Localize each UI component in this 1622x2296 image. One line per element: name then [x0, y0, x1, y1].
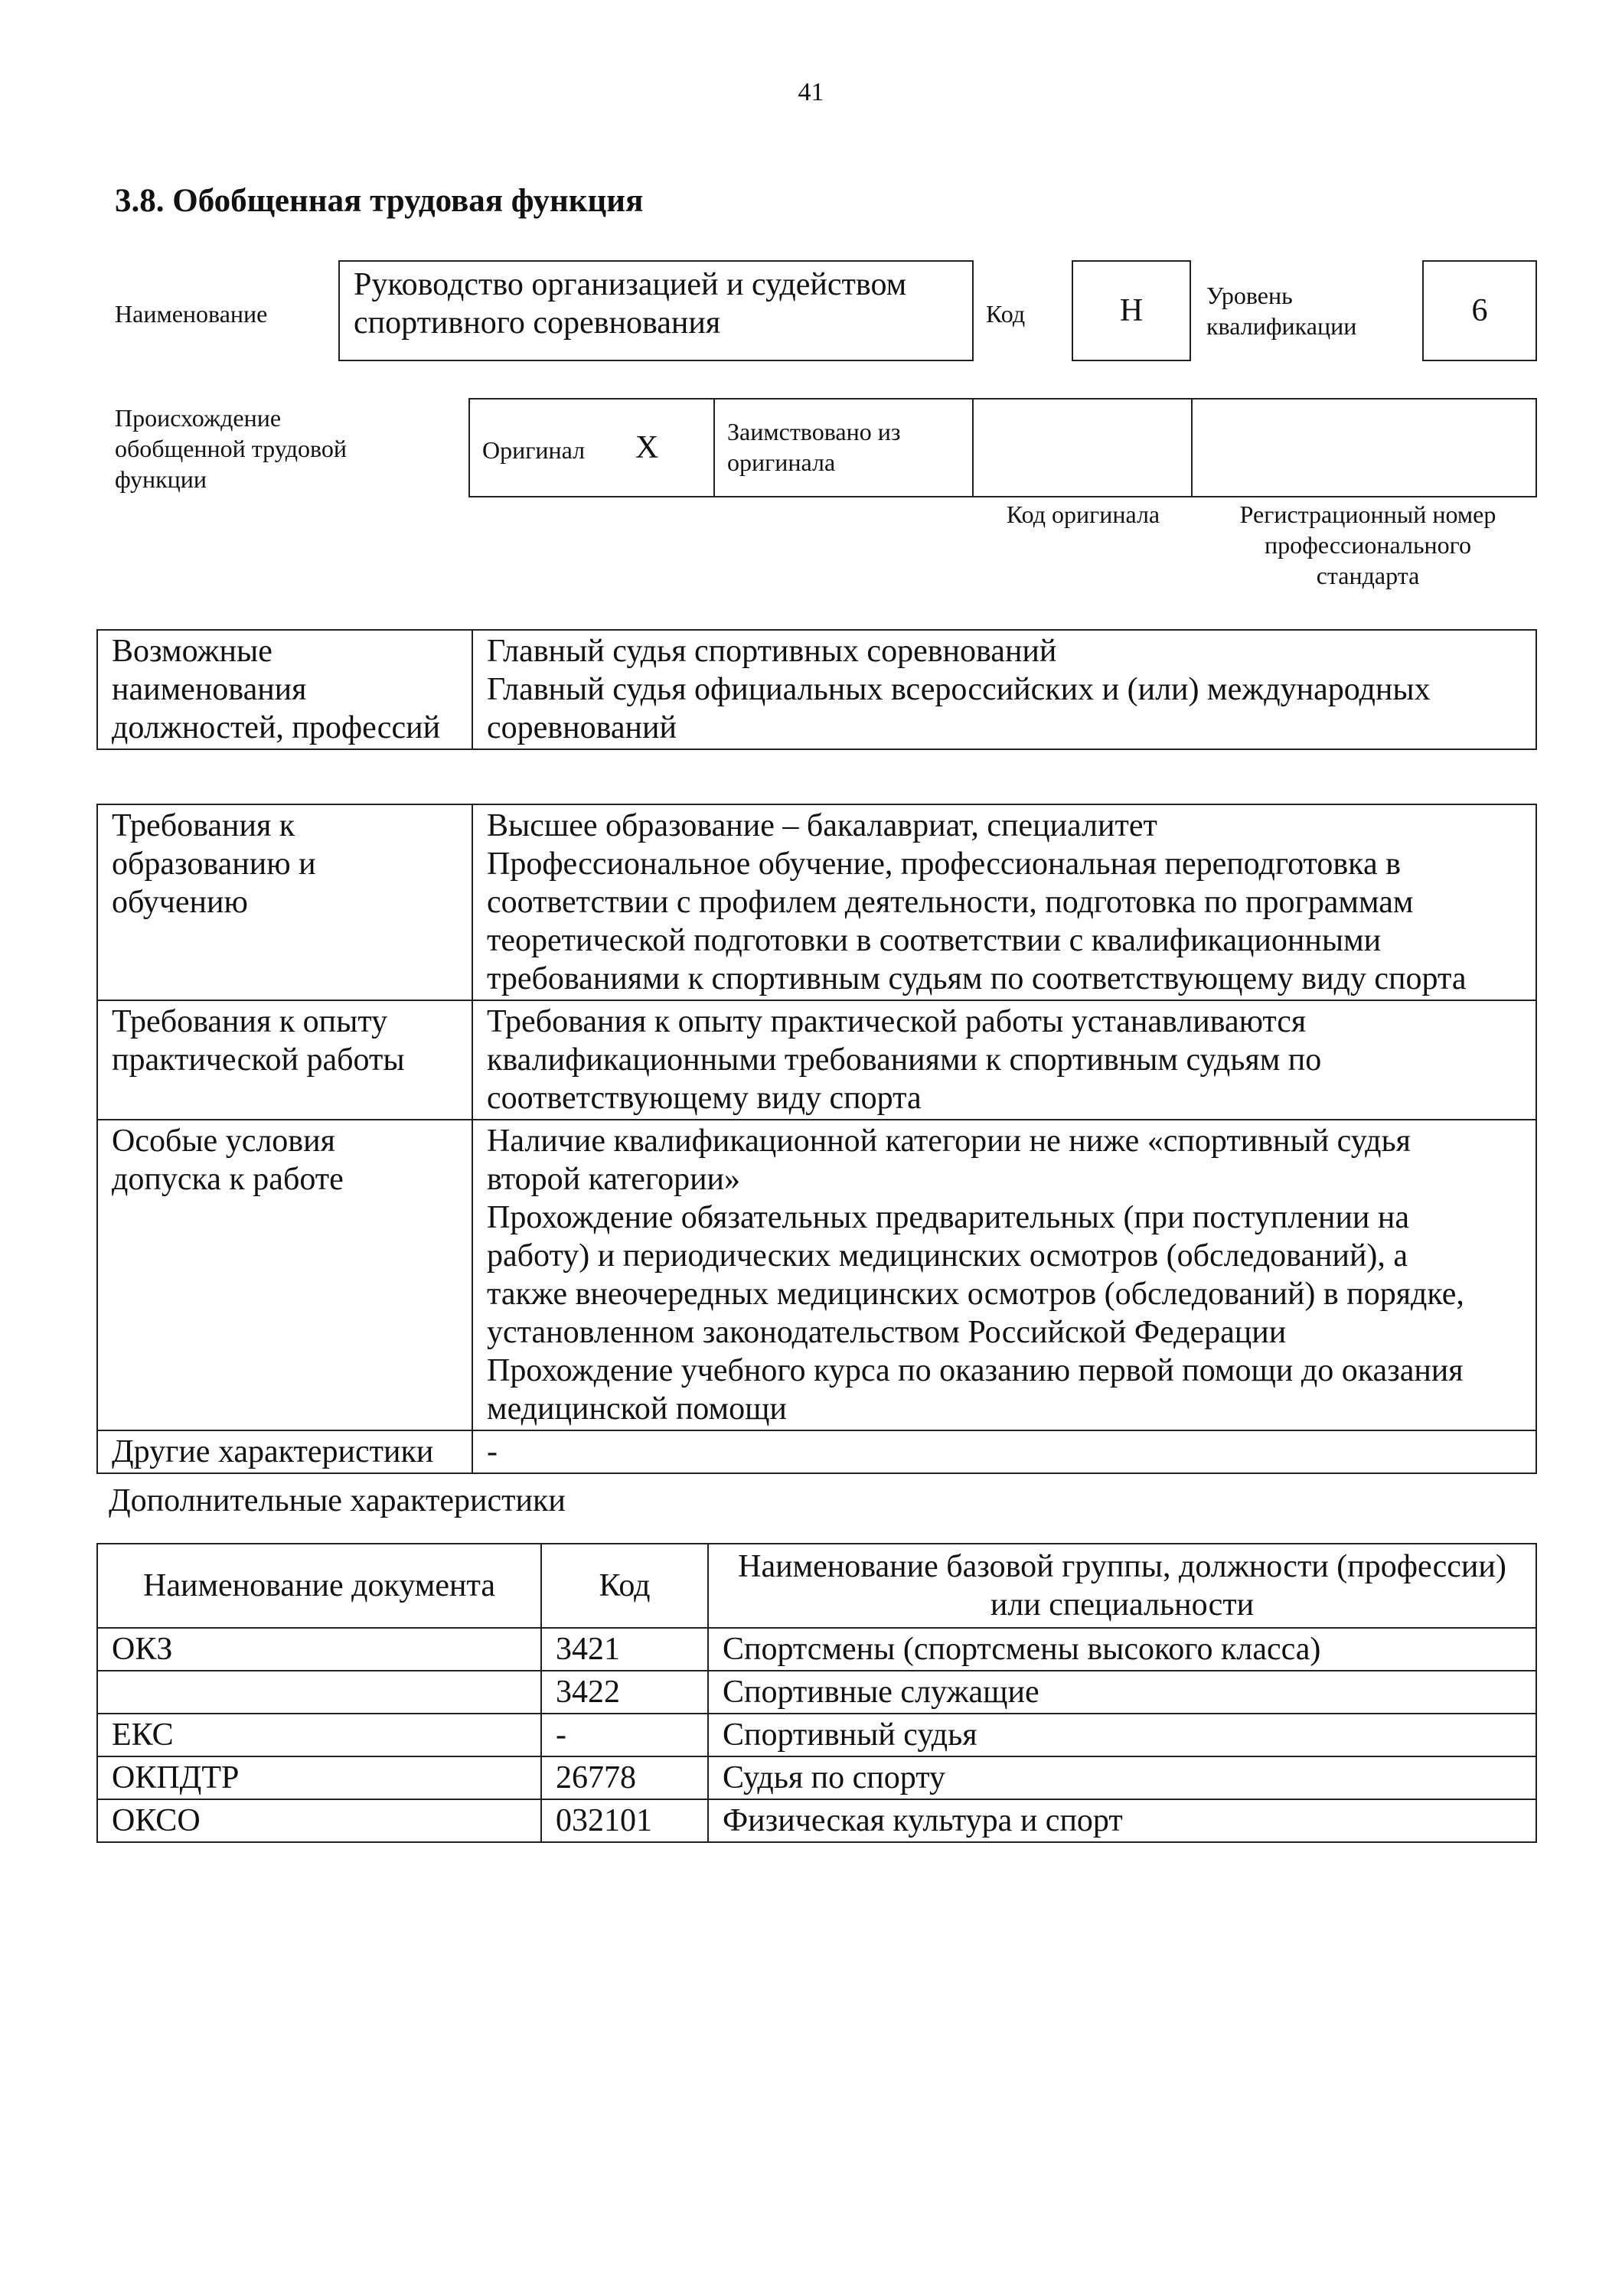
code-cell: 032101 — [541, 1799, 708, 1842]
special-conditions-value-line: Прохождение учебного курса по оказанию первой помощи до оказания — [487, 1353, 1464, 1388]
experience-value-line: соответствующему виду спорта — [487, 1081, 922, 1116]
table-row — [97, 1714, 1536, 1756]
education-values — [472, 804, 1536, 1000]
level-label-line: Уровень — [1206, 282, 1293, 309]
section-title: 3.8. Обобщенная трудовая функция — [115, 183, 644, 219]
positions-table — [96, 629, 1537, 750]
header-group: Наименование базовой группы, должности (профессии) или специальности — [708, 1544, 1536, 1628]
level-value: 6 — [1471, 293, 1488, 328]
education-value-line: Высшее образование – бакалавриат, специалитет — [487, 808, 1157, 843]
special-conditions-label-line: Особые условия — [112, 1124, 335, 1159]
origin-label-line: функции — [115, 465, 207, 493]
reg-number-caption-line: Регистрационный номер — [1239, 501, 1496, 528]
level-label-line: квалификации — [1206, 312, 1357, 340]
group-cell: Физическая культура и спорт — [708, 1799, 1536, 1842]
borrowed-label-line: оригинала — [727, 448, 836, 476]
special-conditions-label-line: допуска к работе — [112, 1162, 344, 1197]
origin-divider — [972, 398, 974, 497]
doc-cell — [97, 1671, 541, 1714]
level-label — [1206, 280, 1356, 341]
name-value-box — [338, 260, 974, 361]
experience-label-line: практической работы — [112, 1042, 405, 1078]
group-cell: Судья по спорту — [708, 1756, 1536, 1799]
positions-value-line: Главный судья официальных всероссийских и (или) международных — [487, 672, 1431, 707]
special-conditions-values — [472, 1120, 1536, 1430]
experience-values — [472, 1000, 1536, 1120]
education-value-line: теоретической подготовки в соответствии с квалификационными — [487, 923, 1382, 958]
table-row — [97, 630, 1536, 749]
education-value-line: требованиями к спортивным судьям по соответствующему виду спорта — [487, 961, 1467, 996]
reg-number-caption-line: профессионального — [1264, 531, 1471, 559]
education-value-line: Профессиональное обучение, профессиональная переподготовка в — [487, 846, 1401, 882]
name-value-line: Руководство организацией и судейством — [354, 267, 907, 302]
header-code: Код — [541, 1544, 708, 1628]
special-conditions-value-line: медицинской помощи — [487, 1391, 787, 1427]
level-value-box — [1422, 260, 1537, 361]
code-value-box — [1072, 260, 1191, 361]
other-characteristics-label: Другие характеристики — [97, 1430, 472, 1473]
reg-number-caption — [1199, 499, 1537, 591]
positions-value-line: Главный судья спортивных соревнований — [487, 634, 1057, 669]
table-row — [97, 1120, 1536, 1430]
special-conditions-value-line: Прохождение обязательных предварительных (при поступлении на — [487, 1200, 1410, 1235]
code-cell: 3421 — [541, 1628, 708, 1671]
positions-values — [472, 630, 1536, 749]
original-code-caption: Код оригинала — [1006, 501, 1160, 528]
positions-label — [97, 630, 472, 749]
experience-label-line: Требования к опыту — [112, 1004, 388, 1039]
special-conditions-value-line: также внеочередных медицинских осмотров (обследований) в порядке, — [487, 1277, 1464, 1312]
doc-cell: ОКЗ — [97, 1628, 541, 1671]
positions-label-line: наименования — [112, 672, 307, 707]
name-value-line: спортивного соревнования — [354, 305, 721, 341]
education-label-line: Требования к — [112, 808, 295, 843]
additional-title: Дополнительные характеристики — [109, 1483, 566, 1518]
borrowed-label-line: Заимствовано из — [727, 418, 901, 445]
additional-table — [96, 1543, 1537, 1843]
table-header-row — [97, 1544, 1536, 1628]
positions-label-line: должностей, профессий — [112, 710, 441, 745]
doc-cell: ЕКС — [97, 1714, 541, 1756]
original-label: Оригинал — [482, 436, 586, 464]
header-document: Наименование документа — [97, 1544, 541, 1628]
education-value-line: соответствии с профилем деятельности, подготовка по программам — [487, 885, 1414, 920]
origin-divider — [1191, 398, 1193, 497]
experience-value-line: квалификационными требованиями к спортивным судьям по — [487, 1042, 1322, 1078]
origin-divider — [713, 398, 715, 497]
origin-box — [468, 398, 1537, 497]
borrowed-label — [727, 416, 900, 478]
other-characteristics-value: - — [472, 1430, 1536, 1473]
special-conditions-label — [97, 1120, 472, 1430]
table-row — [97, 1430, 1536, 1473]
code-label: Код — [986, 300, 1026, 328]
origin-label — [115, 403, 347, 494]
origin-label-line: обобщенной трудовой — [115, 435, 348, 462]
code-cell: 26778 — [541, 1756, 708, 1799]
positions-value-line: соревнований — [487, 710, 677, 745]
education-label-line: обучению — [112, 885, 248, 920]
doc-cell: ОКСО — [97, 1799, 541, 1842]
code-cell: 3422 — [541, 1671, 708, 1714]
experience-value-line: Требования к опыту практической работы устанавливаются — [487, 1004, 1307, 1039]
special-conditions-value-line: установленном законодательством Российской Федерации — [487, 1315, 1287, 1350]
table-row — [97, 1671, 1536, 1714]
experience-label — [97, 1000, 472, 1120]
code-value: H — [1119, 293, 1144, 328]
doc-cell: ОКПДТР — [97, 1756, 541, 1799]
special-conditions-value-line: Наличие квалификационной категории не ниже «спортивный судья — [487, 1124, 1411, 1159]
reg-number-caption-line: стандарта — [1316, 562, 1420, 589]
special-conditions-value-line: второй категории» — [487, 1162, 741, 1197]
table-row — [97, 1756, 1536, 1799]
special-conditions-value-line: работу) и периодических медицинских осмотров (обследований), а — [487, 1238, 1408, 1274]
page-number: 41 — [798, 78, 824, 106]
table-row — [97, 804, 1536, 1000]
table-row — [97, 1628, 1536, 1671]
group-cell: Спортивный судья — [708, 1714, 1536, 1756]
origin-label-line: Происхождение — [115, 404, 282, 432]
code-cell: - — [541, 1714, 708, 1756]
original-mark: X — [635, 430, 659, 465]
group-cell: Спортсмены (спортсмены высокого класса) — [708, 1628, 1536, 1671]
group-cell: Спортивные служащие — [708, 1671, 1536, 1714]
positions-label-line: Возможные — [112, 634, 273, 669]
education-label — [97, 804, 472, 1000]
table-row — [97, 1000, 1536, 1120]
table-row — [97, 1799, 1536, 1842]
name-label: Наименование — [115, 300, 268, 328]
requirements-table — [96, 804, 1537, 1474]
education-label-line: образованию и — [112, 846, 316, 882]
